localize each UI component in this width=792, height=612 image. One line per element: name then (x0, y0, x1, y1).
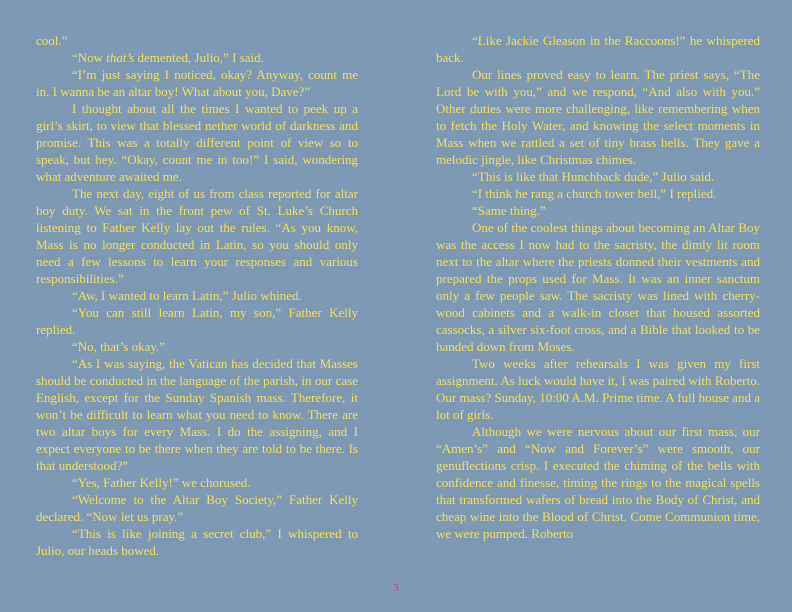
left-column (36, 32, 358, 559)
paragraph: “Same thing.” (472, 203, 546, 218)
paragraph: “Welcome to the Altar Boy Society,” Father Kelly declared. “Now let us pray.” (36, 492, 358, 524)
paragraph: “I’m just saying I noticed, okay? Anyway, count me in. I wanna be an altar boy! What about you, Dave?” (36, 67, 358, 99)
paragraph: “No, that’s okay.” (72, 339, 166, 354)
paragraph (36, 49, 358, 66)
page-number: 3 (393, 582, 399, 594)
paragraph: “This is like that Hunchback dude,” Julio said. (472, 169, 715, 184)
paragraph: One of the coolest things about becoming an Altar Boy was the access I now had to the sacristy, the dimly lit room next to the altar where the priests donned their vestments and prepared the props used for Mass. It was an inner sanctum only a few people saw. The sacristy was lined with cherry-wood cabinets and a walk-in closet that housed assorted cassocks, a silver six-foot cross, and a Bible that looked to be handed down from Moses. (436, 220, 760, 354)
paragraph: The next day, eight of us from class reported for altar boy duty. We sat in the front pew of St. Luke’s Church listening to Father Kelly lay out the rules. “As you know, Mass is no longer conducted in Latin, so you should only need a few lessons to learn your responses and various responsibilities.” (36, 186, 358, 286)
right-column (436, 32, 760, 542)
paragraph: I thought about all the times I wanted to peek up a girl’s skirt, to view that blessed nether world of darkness and promise. This was a totally different point of view so to speak, but hey. “Okay, count me in too!” I said, wondering what adventure awaited me. (36, 101, 358, 184)
paragraph: cool.” (36, 33, 68, 48)
paragraph: “Aw, I wanted to learn Latin,” Julio whined. (72, 288, 302, 303)
paragraph-text-part: “Now (72, 50, 107, 65)
paragraph: “As I was saying, the Vatican has decided that Masses should be conducted in the language of the parish, in our case English, except for the Sunday Spanish mass. Therefore, it won’t be difficult to learn what you need to know. There are two altar boys for every Mass. I do the assigning, and I expect everyone to be there when they are told to be there. Is that understood?” (36, 356, 358, 473)
paragraph: Two weeks after rehearsals I was given my first assignment. As luck would have it, I was paired with Roberto. Our mass? Sunday, 10:00 A.M. Prime time. A full house and a lot of girls. (436, 356, 760, 422)
paragraph: Although we were nervous about our first mass, our “Amen’s” and “Now and Forever’s” were smooth, our genuflections crisp. I executed the chiming of the bells with confidence and finesse, timing the rings to the magical spells that transformed wafers of bread into the Body of Christ, and cheap wine into the Blood of Christ. Come Communion time, we were pumped. Roberto (436, 424, 760, 541)
paragraph: “Like Jackie Gleason in the Raccoons!” he whispered back. (436, 33, 760, 65)
paragraph: “I think he rang a church tower bell,” I replied. (472, 186, 717, 201)
paragraph: “Yes, Father Kelly!” we chorused. (72, 475, 251, 490)
paragraph-text-part: demented, Julio,” I said. (134, 50, 264, 65)
paragraph: “You can still learn Latin, my son,” Father Kelly replied. (36, 305, 358, 337)
paragraph: Our lines proved easy to learn. The priest says, “The Lord be with you,” and we respond, “And also with you.” Other duties were more challenging, like remembering when to fetch the Holy Water, and knowing the select moments in Mass when we rattled a set of tiny brass bells. They gave a melodic jingle, like Christmas chimes. (436, 67, 760, 167)
emphasis-text: that’s (106, 50, 135, 65)
paragraph: “This is like joining a secret club,” I whispered to Julio, our heads bowed. (36, 526, 358, 558)
